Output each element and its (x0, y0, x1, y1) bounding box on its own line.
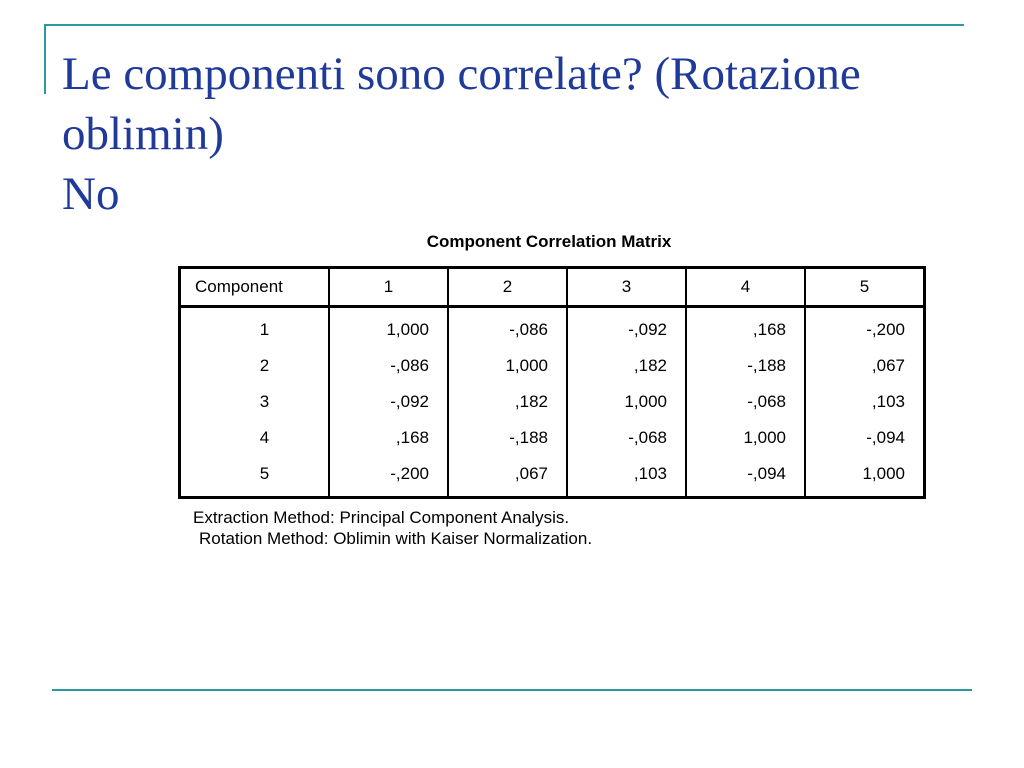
table-row (180, 384, 925, 420)
table-cell: 1,000 (686, 420, 805, 456)
table-cell: 1,000 (805, 456, 925, 498)
row-header: 1 (180, 307, 330, 349)
table-cell: ,168 (686, 307, 805, 349)
table-cell: 1,000 (567, 384, 686, 420)
table-cell: -,188 (686, 348, 805, 384)
table-cell: -,200 (329, 456, 448, 498)
row-header: 3 (180, 384, 330, 420)
table-cell: ,182 (567, 348, 686, 384)
table-cell: -,086 (329, 348, 448, 384)
table-cell: -,188 (448, 420, 567, 456)
column-header: 5 (805, 268, 925, 307)
slide-title (62, 44, 982, 224)
row-header: 5 (180, 456, 330, 498)
table-cell: ,168 (329, 420, 448, 456)
table-cell: -,086 (448, 307, 567, 349)
table-cell: -,094 (686, 456, 805, 498)
table-cell: -,068 (686, 384, 805, 420)
table-header-row (180, 268, 925, 307)
table-cell: ,067 (805, 348, 925, 384)
top-divider-line (44, 24, 964, 26)
row-header: 2 (180, 348, 330, 384)
table-row (180, 456, 925, 498)
table-row (180, 348, 925, 384)
table-row (180, 420, 925, 456)
table-cell: ,103 (805, 384, 925, 420)
table-cell: -,068 (567, 420, 686, 456)
table-cell: ,103 (567, 456, 686, 498)
correlation-matrix-table (178, 266, 926, 499)
table-cell: ,182 (448, 384, 567, 420)
column-header: 2 (448, 268, 567, 307)
table-row (180, 307, 925, 349)
column-header: 4 (686, 268, 805, 307)
table-cell: -,092 (567, 307, 686, 349)
corner-header: Component (180, 268, 330, 307)
title-line-3: No (62, 168, 120, 220)
table-cell: -,200 (805, 307, 925, 349)
extraction-method-note: Extraction Method: Principal Component Analysis. (193, 508, 570, 527)
table-cell: -,094 (805, 420, 925, 456)
rotation-method-note: Rotation Method: Oblimin with Kaiser Normalization. (199, 529, 593, 548)
table-title: Component Correlation Matrix (426, 232, 672, 251)
table-cell: 1,000 (329, 307, 448, 349)
table-cell: -,092 (329, 384, 448, 420)
left-accent-line (44, 24, 46, 94)
column-header: 1 (329, 268, 448, 307)
title-line-2: oblimin) (62, 108, 224, 160)
title-line-1: Le componenti sono correlate? (Rotazione (62, 48, 861, 100)
row-header: 4 (180, 420, 330, 456)
table-cell: ,067 (448, 456, 567, 498)
footer-divider-line (52, 689, 972, 691)
table-cell: 1,000 (448, 348, 567, 384)
column-header: 3 (567, 268, 686, 307)
